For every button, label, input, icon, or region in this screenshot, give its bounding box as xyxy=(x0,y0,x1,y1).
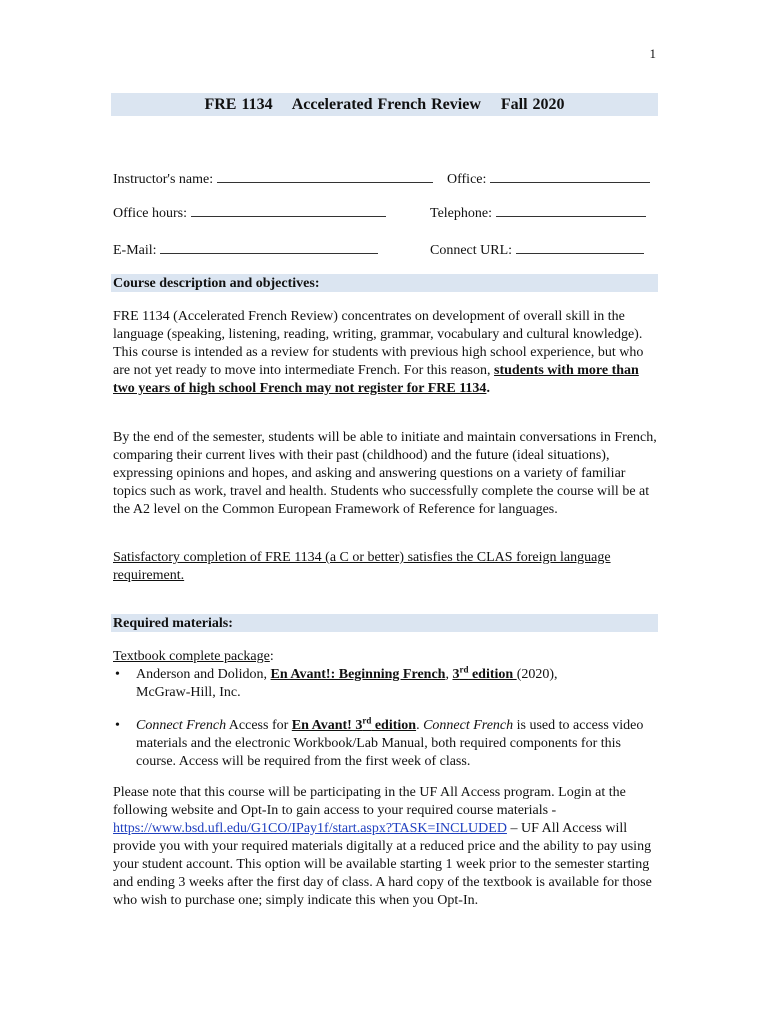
connect-book-suffix: rd xyxy=(362,715,372,726)
course-objectives-paragraph xyxy=(113,429,658,519)
email-label: E-Mail: xyxy=(113,243,157,258)
connect-period: . xyxy=(416,718,424,733)
required-materials-heading: Required materials: xyxy=(111,614,658,632)
office-hours-label: Office hours: xyxy=(113,206,187,221)
all-access-text: Please note that this course will be participating in the UF All Access program. Login at the following website and Opt-In to gain access to your required course materials - xyxy=(113,785,626,818)
access-for-text: Access for xyxy=(226,718,292,733)
connect-url-label: Connect URL: xyxy=(430,243,513,258)
all-access-link[interactable]: https://www.bsd.ufl.edu/G1CO/IPay1f/start.aspx?TASK=INCLUDED xyxy=(113,821,507,836)
connect-url-field xyxy=(430,241,644,259)
list-item-connect xyxy=(113,717,658,771)
instructor-label: Instructor's name: xyxy=(113,172,214,187)
textbook-comma: , xyxy=(445,667,449,682)
course-description-heading: Course description and objectives: xyxy=(111,274,658,292)
office-hours-field xyxy=(113,204,386,222)
bullet-icon: • xyxy=(115,718,120,733)
course-description-paragraph-1 xyxy=(113,308,658,398)
all-access-details: – UF All Access will provide you with your required materials digitally at a reduced price and the ability to pay using your student account. This option will be available starting 1 week prior to the semester starting and ending 3 weeks after the first day of class. A hard copy of the textbook is available for those who wish to purchase one; simply indicate this when you Opt-In. xyxy=(113,821,652,908)
email-blank[interactable] xyxy=(160,241,378,254)
page-number: 1 xyxy=(649,46,656,61)
office-label: Office: xyxy=(447,172,487,187)
edition-number: 3 xyxy=(452,667,460,682)
connect-book-title xyxy=(291,715,417,733)
telephone-label: Telephone: xyxy=(430,206,492,221)
connect-book-edition: edition xyxy=(371,718,417,733)
language-requirement-paragraph xyxy=(113,549,658,585)
textbook-edition xyxy=(452,664,517,682)
course-objectives-text: By the end of the semester, students will be able to initiate and maintain conversations in French, comparing their current lives with their past (childhood) and the future (ideal situations), expressing opinions and hopes, and asking and answering questions on a variety of familiar topics such as work, travel and health. Students who successfully complete the course will be at the A2 level on the Common European Framework of Reference for languages. xyxy=(113,430,657,517)
all-access-paragraph xyxy=(113,784,658,910)
language-requirement-text: Satisfactory completion of FRE 1134 (a C or better) satisfies the CLAS foreign language requirement. xyxy=(113,550,611,583)
list-item-textbook xyxy=(113,666,658,702)
instructor-blank[interactable] xyxy=(217,170,433,183)
connect-description: is used to access video materials and the electronic Workbook/Lab Manual, both required components for this course. Access will be required from the first week of class. xyxy=(136,718,644,769)
connect-french-name: Connect French xyxy=(136,718,227,733)
textbook-authors: Anderson and Dolidon, xyxy=(136,667,268,682)
textbook-publisher: McGraw-Hill, Inc. xyxy=(136,685,241,700)
connect-url-blank[interactable] xyxy=(516,241,644,254)
connect-french-name-2: Connect French xyxy=(423,718,514,733)
bullet-icon: • xyxy=(115,667,120,682)
edition-suffix: rd xyxy=(459,664,469,675)
course-title: FRE 1134 Accelerated French Review Fall 2020 xyxy=(111,93,658,116)
registration-restriction: students with more than two years of high school French may not register for FRE 1134 xyxy=(113,363,639,396)
textbook-title: En Avant!: Beginning French xyxy=(270,667,446,682)
connect-book-name: En Avant! 3 xyxy=(291,718,363,733)
restriction-period: . xyxy=(486,381,490,396)
edition-word: edition xyxy=(468,667,517,682)
office-hours-blank[interactable] xyxy=(191,204,386,217)
textbook-colon: : xyxy=(269,649,274,664)
telephone-field xyxy=(430,204,646,222)
instructor-field xyxy=(113,170,433,188)
office-blank[interactable] xyxy=(490,170,650,183)
textbook-package-label: Textbook complete package xyxy=(113,649,270,664)
textbook-year: (2020), xyxy=(516,667,558,682)
course-description-text: FRE 1134 (Accelerated French Review) concentrates on development of overall skill in the language (speaking, listening, reading, writing, grammar, vocabulary and cultural knowledge). This course is intended as a review for students with previous high school experience, but who are not yet ready to move into intermediate French. For this reason, xyxy=(113,309,644,378)
textbook-package-line xyxy=(113,648,658,666)
telephone-blank[interactable] xyxy=(496,204,646,217)
email-field xyxy=(113,241,378,259)
office-field xyxy=(447,170,650,188)
